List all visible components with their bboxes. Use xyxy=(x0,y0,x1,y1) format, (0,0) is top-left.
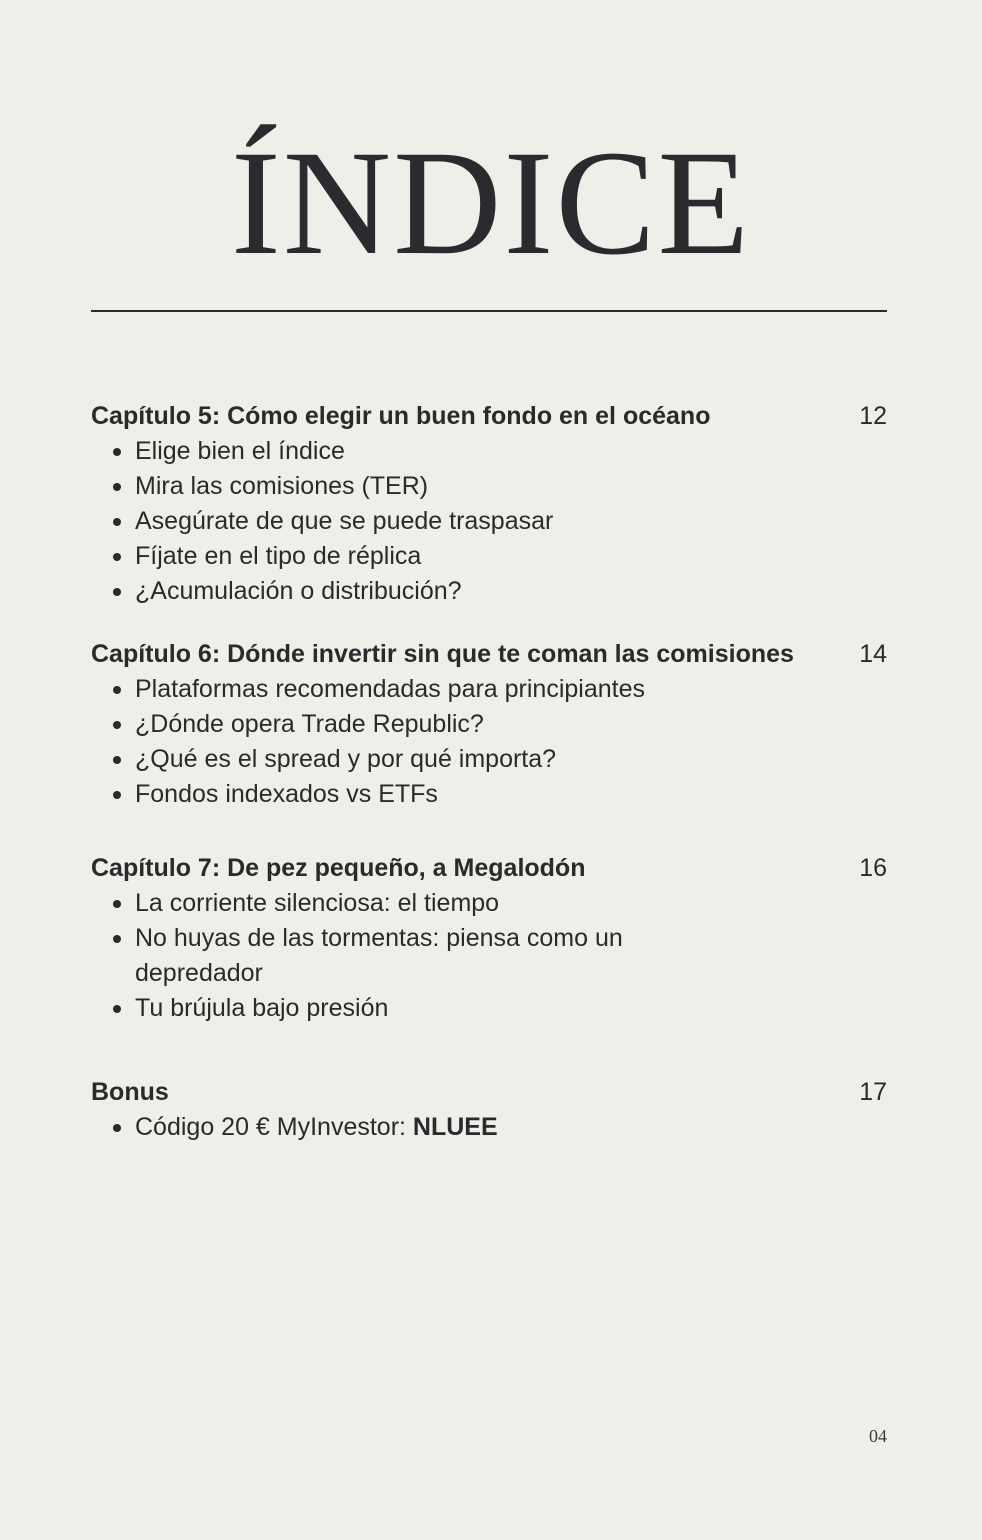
section-heading[interactable] xyxy=(91,399,887,434)
bonus-label: Código 20 € MyInvestor: xyxy=(135,1113,413,1141)
list-item: Fíjate en el tipo de réplica xyxy=(91,539,665,574)
promo-code: NLUEE xyxy=(412,1113,498,1141)
list-item: Elige bien el índice xyxy=(91,434,665,469)
list-item: Tu brújula bajo presión xyxy=(91,991,665,1026)
section-page-number: 17 xyxy=(859,1078,887,1106)
section-heading[interactable] xyxy=(91,1075,887,1110)
list-item: Fondos indexados vs ETFs xyxy=(91,777,665,812)
section-items xyxy=(91,886,887,1026)
section-title: Bonus xyxy=(91,1078,169,1106)
list-item xyxy=(91,1110,665,1145)
list-item: No huyas de las tormentas: piensa como un depredador xyxy=(91,921,665,991)
section-items xyxy=(91,434,887,609)
list-item: ¿Dónde opera Trade Republic? xyxy=(91,707,665,742)
title-divider xyxy=(91,310,887,312)
toc-section-chapter-5 xyxy=(91,399,887,609)
section-page-number: 16 xyxy=(859,854,887,882)
section-title: Capítulo 7: De pez pequeño, a Megalodón xyxy=(91,854,586,882)
section-heading[interactable] xyxy=(91,637,887,672)
section-items xyxy=(91,1110,887,1145)
list-item: Mira las comisiones (TER) xyxy=(91,469,665,504)
page-title: ÍNDICE xyxy=(230,120,752,286)
footer-page-number: 04 xyxy=(869,1426,887,1446)
section-page-number: 14 xyxy=(859,640,887,668)
list-item: La corriente silenciosa: el tiempo xyxy=(91,886,665,921)
toc-section-chapter-6 xyxy=(91,637,887,812)
list-item: Plataformas recomendadas para principiantes xyxy=(91,672,665,707)
list-item: ¿Qué es el spread y por qué importa? xyxy=(91,742,665,777)
section-heading[interactable] xyxy=(91,851,887,886)
toc-section-bonus xyxy=(91,1075,887,1145)
list-item: Asegúrate de que se puede traspasar xyxy=(91,504,665,539)
section-page-number: 12 xyxy=(859,402,887,430)
section-title: Capítulo 6: Dónde invertir sin que te coman las comisiones xyxy=(91,640,794,668)
section-items xyxy=(91,672,887,812)
list-item: ¿Acumulación o distribución? xyxy=(91,574,665,609)
section-title: Capítulo 5: Cómo elegir un buen fondo en el océano xyxy=(91,402,711,430)
toc-section-chapter-7 xyxy=(91,851,887,1026)
